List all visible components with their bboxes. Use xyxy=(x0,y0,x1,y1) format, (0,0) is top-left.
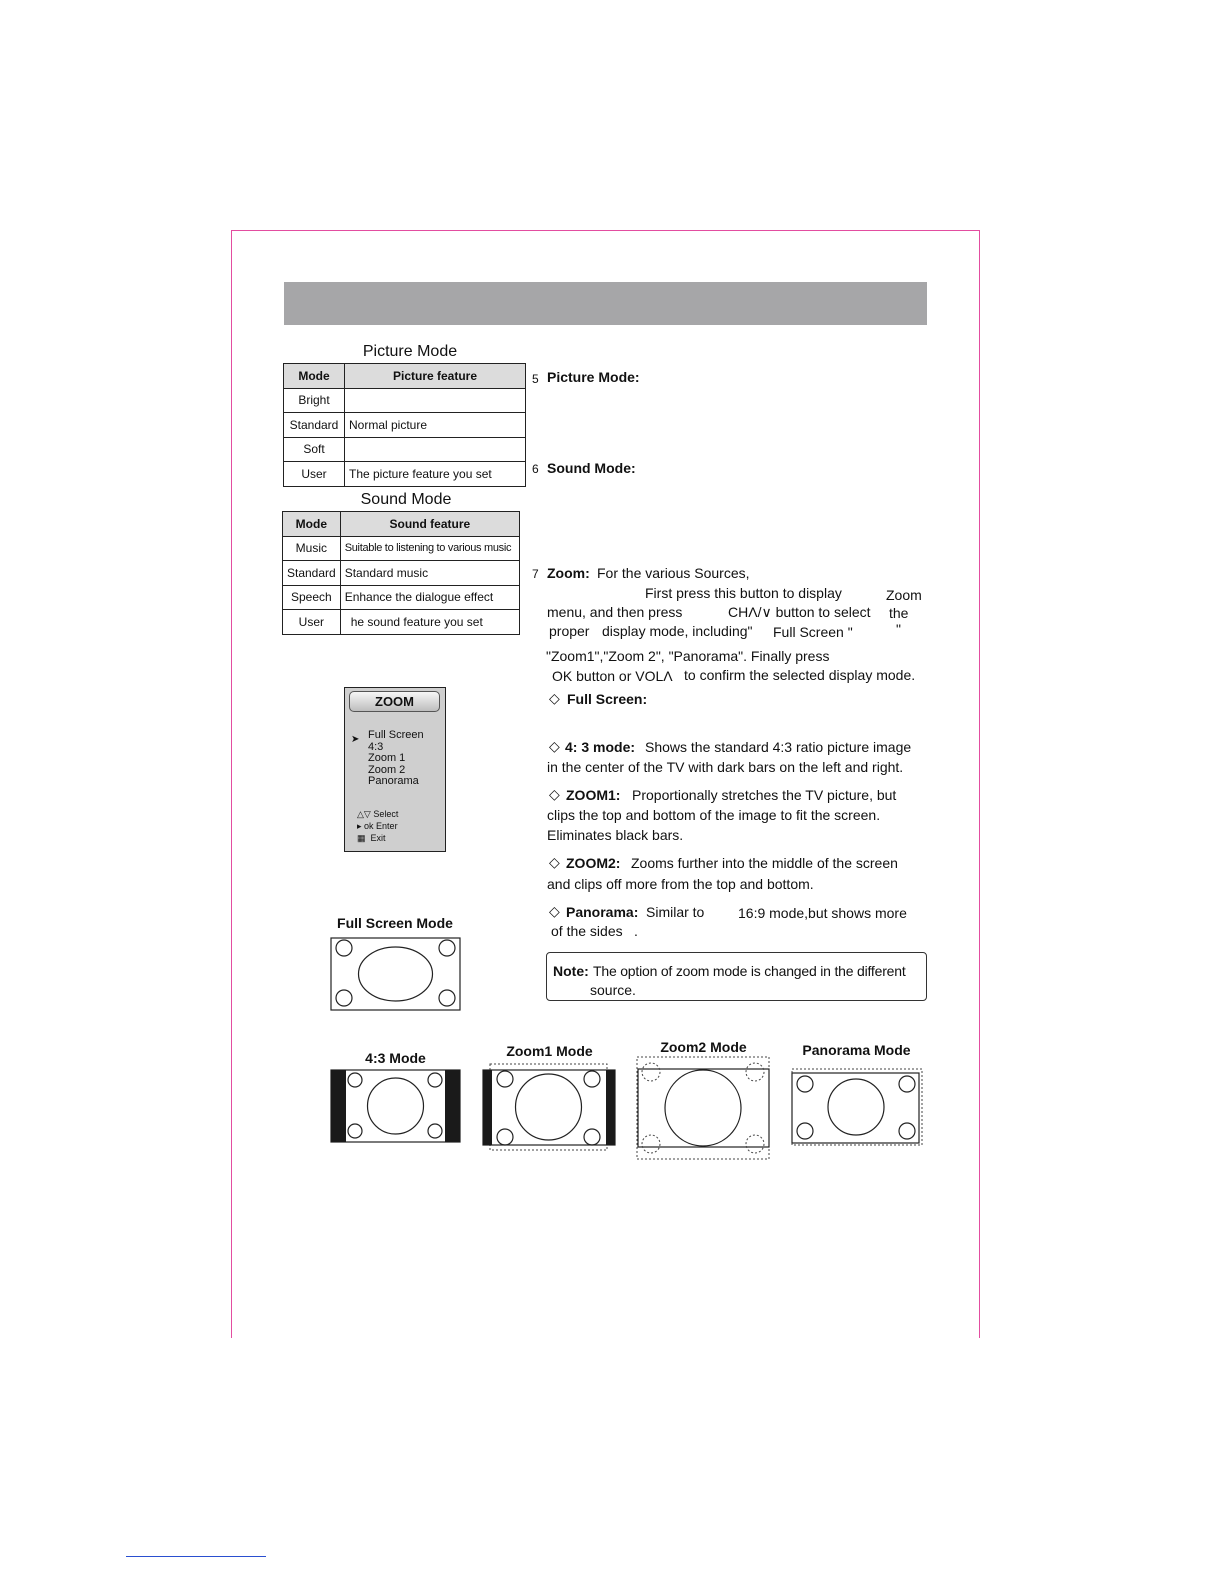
table-row: Soft xyxy=(284,437,526,462)
picture-mode-heading: Picture Mode: xyxy=(547,369,640,385)
diamond-bullet: ◇ xyxy=(549,738,560,754)
mode43-text2: in the center of the TV with dark bars on the left and right. xyxy=(547,759,904,775)
panorama-text2: of the sides xyxy=(551,923,623,939)
section-number-5: 5 xyxy=(532,372,539,386)
sound-table-title: Sound Mode xyxy=(360,491,452,508)
mode43-diagram-label: 4:3 Mode xyxy=(365,1050,426,1066)
diamond-bullet: ◇ xyxy=(549,903,560,919)
zoom-text-line4b: display mode, including" xyxy=(602,623,753,639)
zoom-osd-item[interactable]: Zoom 1 xyxy=(368,752,406,764)
zoom1-text2: clips the top and bottom of the image to fit the screen. xyxy=(547,807,881,823)
updown-icon: △▽ xyxy=(357,809,371,819)
sound-header-mode: Mode xyxy=(283,512,341,537)
zoom-text-line4c: Full Screen " xyxy=(773,624,853,640)
panorama-heading: Panorama: xyxy=(566,904,639,920)
zoom1-heading: ZOOM1: xyxy=(566,787,621,803)
zoom2-heading: ZOOM2: xyxy=(566,855,621,871)
zoom2-text1: Zooms further into the middle of the screen xyxy=(631,855,898,871)
picture-table-title: Picture Mode xyxy=(362,343,458,360)
zoom-text-line1: For the various Sources, xyxy=(597,565,750,581)
zoom-osd-item[interactable]: Zoom 2 xyxy=(368,763,406,776)
panorama-text1b: 16:9 mode,but shows more xyxy=(738,905,907,921)
diamond-bullet: ◇ xyxy=(549,786,560,802)
table-row: Music Suitable to listening to various music xyxy=(283,536,520,561)
mode43-text1: Shows the standard 4:3 ratio picture image xyxy=(645,739,912,755)
mode43-diagram xyxy=(330,1069,462,1144)
table-row: User The picture feature you set xyxy=(284,462,526,487)
picture-header-feature: Picture feature xyxy=(345,364,526,389)
note-text1: The option of zoom mode is changed in the different xyxy=(593,963,906,979)
zoom-osd-help: △▽ Select ▸ ok Enter ▦ Exit xyxy=(357,809,399,843)
table-row: Speech Enhance the dialogue effect xyxy=(283,585,520,610)
full-screen-heading: Full Screen: xyxy=(567,691,648,707)
zoom-text-line3c: the xyxy=(889,605,909,621)
table-row: Standard Standard music xyxy=(283,561,520,586)
page-border-left xyxy=(231,230,232,1338)
full-screen-diagram xyxy=(330,937,462,1012)
zoom-osd-item[interactable]: Panorama xyxy=(368,775,419,787)
zoom-heading: Zoom: xyxy=(547,565,590,581)
ok-icon: ▸ xyxy=(357,821,362,831)
zoom-text-line4: proper xyxy=(549,623,590,639)
panorama-text1: Similar to xyxy=(646,904,705,920)
menu-icon: ▦ xyxy=(357,833,366,843)
table-row: User he sound feature you set xyxy=(283,610,520,635)
zoom-osd-item[interactable]: Full Screen xyxy=(368,729,424,741)
zoom2-diagram xyxy=(636,1056,771,1161)
panorama-text2b: . xyxy=(634,923,638,939)
note-label: Note: xyxy=(553,963,589,979)
footer-line xyxy=(126,1556,266,1557)
zoom1-text1: Proportionally stretches the TV picture, but xyxy=(632,787,897,803)
table-row: Standard Normal picture xyxy=(284,413,526,438)
zoom-text-line6b: to confirm the selected display mode. xyxy=(684,667,916,683)
zoom1-diagram-label: Zoom1 Mode xyxy=(506,1043,593,1059)
sound-mode-table xyxy=(282,511,520,635)
panorama-diagram xyxy=(790,1067,925,1149)
zoom-text-line2b: Zoom xyxy=(886,587,922,603)
picture-mode-table xyxy=(283,363,526,487)
page-border-right xyxy=(979,230,980,1338)
pointer-icon: ➤ xyxy=(351,734,360,745)
note-box xyxy=(546,952,927,1001)
zoom-osd-menu xyxy=(344,687,446,852)
zoom-text-line2: First press this button to display xyxy=(645,585,842,601)
note-text2: source. xyxy=(590,982,636,998)
table-row: Bright xyxy=(284,388,526,413)
section-header-bar xyxy=(284,282,927,325)
zoom2-text2: and clips off more from the top and bottom. xyxy=(547,876,814,892)
zoom1-diagram xyxy=(482,1062,617,1152)
section-number-7: 7 xyxy=(532,567,539,581)
zoom-text-line3b: CHΛ/∨ button to select xyxy=(728,604,871,620)
zoom1-text3: Eliminates black bars. xyxy=(547,827,684,843)
zoom-osd-list xyxy=(368,730,424,788)
sound-mode-heading: Sound Mode: xyxy=(547,460,636,476)
zoom-osd-title: ZOOM xyxy=(349,691,440,712)
mode43-heading: 4: 3 mode: xyxy=(565,739,636,755)
picture-header-mode: Mode xyxy=(284,364,345,389)
zoom-text-line4d: " xyxy=(896,621,901,637)
diamond-bullet: ◇ xyxy=(549,854,560,870)
sound-header-feature: Sound feature xyxy=(340,512,519,537)
zoom-text-line3: menu, and then press xyxy=(547,604,683,620)
diamond-bullet: ◇ xyxy=(549,690,560,706)
zoom-text-line6: OK button or VOLΛ xyxy=(552,668,673,684)
full-screen-diagram-label: Full Screen Mode xyxy=(337,915,453,931)
page-border-top xyxy=(232,230,980,231)
panorama-diagram-label: Panorama Mode xyxy=(802,1042,911,1058)
zoom-text-line5: "Zoom1","Zoom 2", "Panorama". Finally press xyxy=(546,648,830,664)
zoom2-diagram-label: Zoom2 Mode xyxy=(660,1039,747,1055)
section-number-6: 6 xyxy=(532,462,539,476)
zoom-osd-item[interactable]: 4:3 xyxy=(368,740,384,753)
